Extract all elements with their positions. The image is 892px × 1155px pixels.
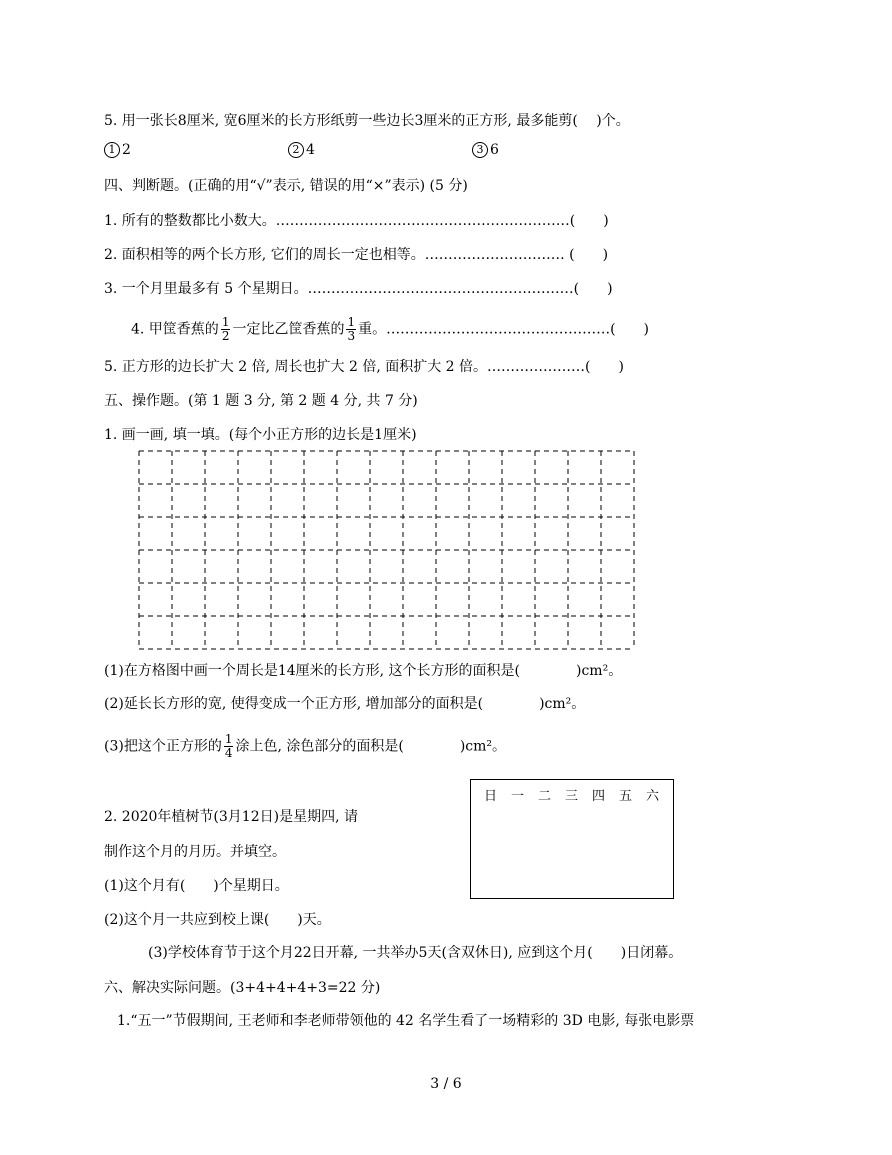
judge-item-2: 2. 面积相等的两个长方形, 它们的周长一定也相等。………………………… ( ) (104, 247, 609, 263)
section-6-title: 六、解决实际问题。(3+4+4+4+3=22 分) (104, 980, 381, 996)
judge-item-5: 5. 正方形的边长扩大 2 倍, 周长也扩大 2 倍, 面积扩大 2 倍。…………………( ) (104, 359, 624, 375)
operation-q2-sub2: (2)这个月一共应到校上课( )天。 (104, 912, 331, 928)
page-number: 3 / 6 (430, 1076, 462, 1092)
operation-q1-sub3-prefix: (3)把这个正方形的 (104, 738, 222, 755)
operation-q2-line1: 2. 2020年植树节(3月12日)是星期四, 请 (104, 809, 358, 825)
operation-q1-sub3 (104, 733, 506, 760)
option-3-value: 6 (490, 142, 499, 158)
option-1 (104, 141, 131, 159)
section-5-title: 五、操作题。(第 1 题 3 分, 第 2 题 4 分, 共 7 分) (104, 393, 418, 409)
calendar-weekday-header (477, 785, 666, 804)
weekday-label: 五 (618, 789, 632, 804)
weekday-label: 三 (564, 789, 578, 804)
fraction-one-third: $\frac{1}{3}$ (347, 315, 356, 343)
option-2-value: 4 (306, 142, 315, 158)
calendar-box (470, 779, 674, 899)
judge-item-4-prefix: 4. 甲筐香蕉的 (131, 321, 219, 338)
operation-q1-title: 1. 画一画, 填一填。(每个小正方形的边长是1厘米) (104, 427, 417, 443)
operation-q2-sub1: (1)这个月有( )个星期日。 (104, 878, 289, 894)
operation-q2-sub3: (3)学校体育节于这个月22日开幕, 一共举办5天(含双休日), 应到这个月( )日闭幕。 (148, 945, 683, 961)
circled-number-2: 2 (288, 142, 304, 158)
option-2 (288, 141, 315, 159)
judge-item-1: 1. 所有的整数都比小数大。………………………………………………………( ) (104, 213, 609, 229)
judge-item-4-suffix: 重。…………………………………………( ) (358, 321, 650, 338)
judge-item-4-middle: 一定比乙筐香蕉的 (232, 321, 345, 338)
problem-1-text: 1.“五一”节假期间, 王老师和李老师带领他的 42 名学生看了一场精彩的 3D 电影, 每张电影票 (117, 1013, 695, 1029)
operation-q1-sub3-suffix: 涂上色, 涂色部分的面积是( )cm²。 (235, 738, 507, 755)
weekday-label: 二 (537, 789, 551, 804)
weekday-label: 四 (591, 789, 605, 804)
operation-q1-sub1: (1)在方格图中画一个周长是14厘米的长方形, 这个长方形的面积是( )cm²。 (104, 663, 623, 679)
judge-item-4 (131, 316, 649, 343)
operation-q2-line2: 制作这个月的月历。并填空。 (104, 844, 286, 860)
fraction-one-half: $\frac{1}{2}$ (221, 315, 230, 343)
option-1-value: 2 (122, 142, 131, 158)
question-5-text: 5. 用一张长8厘米, 宽6厘米的长方形纸剪一些边长3厘米的正方形, 最多能剪( )个。 (104, 113, 630, 129)
option-3 (472, 141, 499, 159)
weekday-label: 六 (645, 789, 659, 804)
circled-number-1: 1 (104, 142, 120, 158)
circled-number-3: 3 (472, 142, 488, 158)
square-grid (138, 450, 638, 652)
weekday-label: 一 (510, 789, 524, 804)
judge-item-3: 3. 一个月里最多有 5 个星期日。…………………………………………………( ) (104, 281, 613, 297)
section-4-title: 四、判断题。(正确的用“√”表示, 错误的用“×”表示) (5 分) (104, 178, 468, 194)
weekday-label: 日 (483, 789, 497, 804)
fraction-one-quarter: $\frac{1}{4}$ (224, 732, 233, 760)
operation-q1-sub2: (2)延长长方形的宽, 使得变成一个正方形, 增加部分的面积是( )cm²。 (104, 696, 586, 712)
